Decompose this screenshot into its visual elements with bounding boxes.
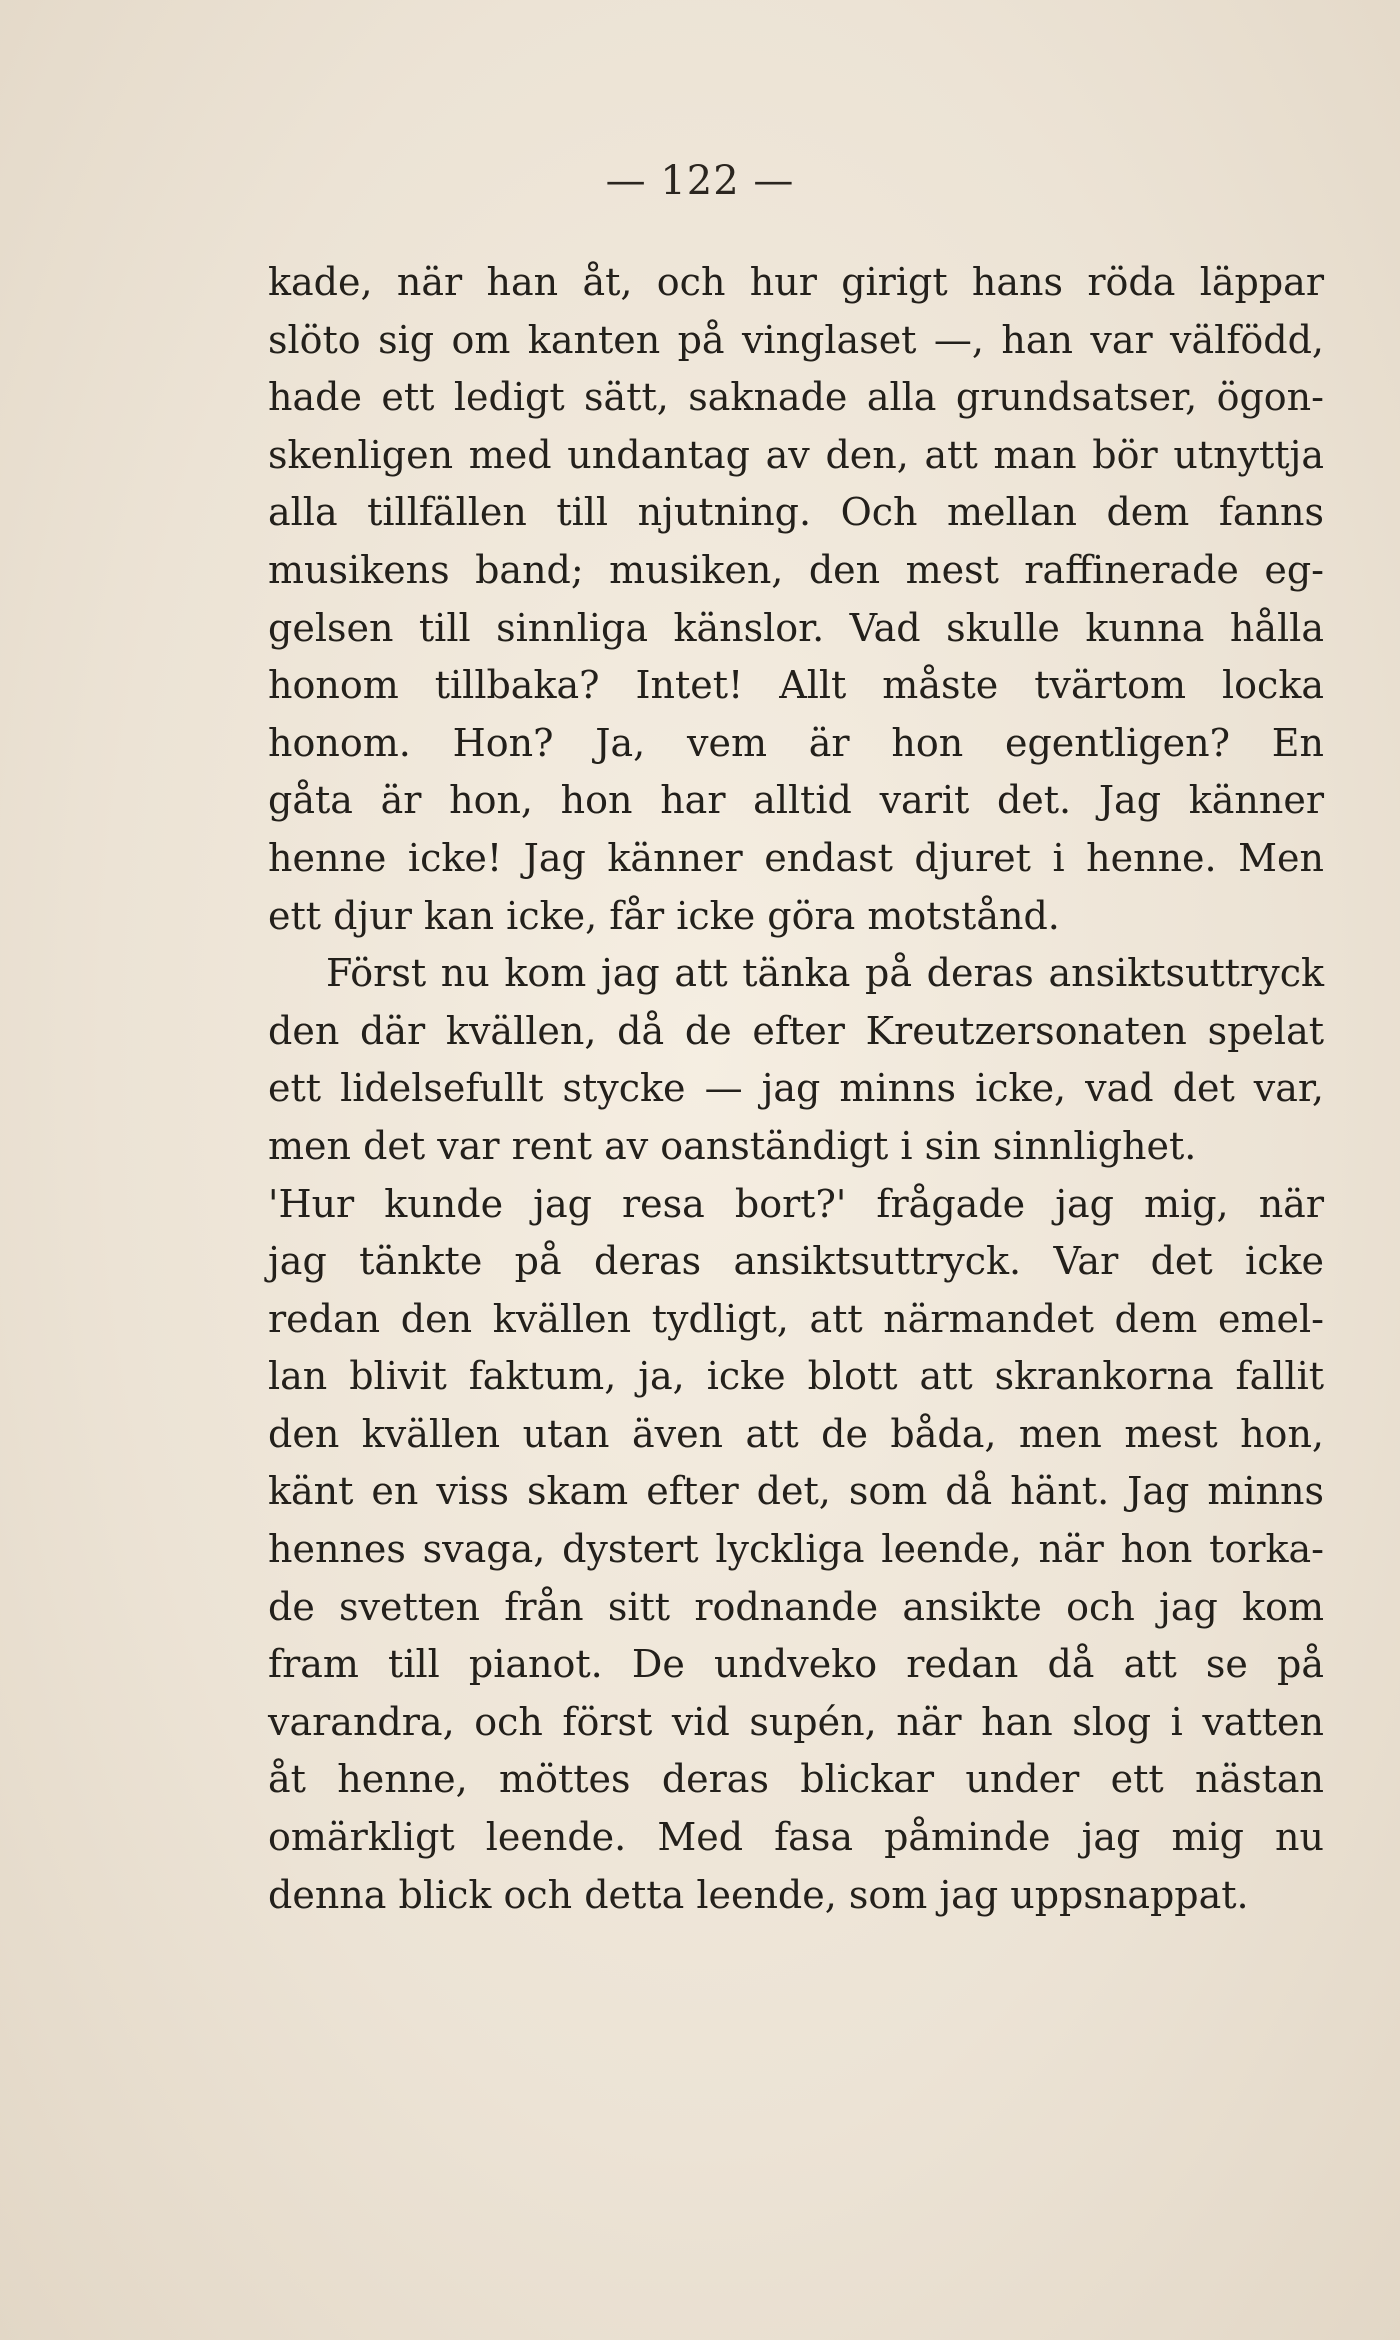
text-line: skenligen med undantag av den, att man bör utnyttja: [268, 432, 1324, 477]
text-line: honom tillbaka? Intet! Allt måste tvärtom locka: [268, 663, 1324, 708]
text-line: redan den kvällen tydligt, att närmandet dem emel-: [268, 1296, 1324, 1341]
text-line: känt en viss skam efter det, som då hänt. Jag minns: [268, 1469, 1324, 1514]
text-line: de svetten från sitt rodnande ansikte och jag kom: [268, 1584, 1324, 1629]
text-line: alla tillfällen till njutning. Och mellan dem fanns: [268, 490, 1324, 535]
page-number: — 122 —: [605, 158, 795, 204]
text-line: gåta är hon, hon har alltid varit det. Jag känner: [268, 778, 1324, 823]
text-line: ett lidelsefullt stycke — jag minns icke, vad det var,: [268, 1066, 1324, 1111]
text-line: Först nu kom jag att tänka på deras ansiktsuttryck: [326, 951, 1324, 996]
text-line: 'Hur kunde jag resa bort?' frågade jag mig, när: [268, 1181, 1324, 1226]
text-line: den kvällen utan även att de båda, men mest hon,: [268, 1411, 1324, 1456]
text-line: fram till pianot. De undveko redan då att se på: [268, 1642, 1324, 1687]
text-line: honom. Hon? Ja, vem är hon egentligen? En: [268, 720, 1324, 765]
text-line: den där kvällen, då de efter Kreutzersonaten spelat: [268, 1008, 1324, 1053]
text-line: musikens band; musiken, den mest raffinerade eg-: [268, 547, 1324, 592]
text-line: gelsen till sinnliga känslor. Vad skulle kunna hålla: [268, 605, 1324, 650]
text-line: lan blivit faktum, ja, icke blott att skrankorna fallit: [268, 1354, 1324, 1399]
text-line: hennes svaga, dystert lyckliga leende, när hon torka-: [268, 1527, 1324, 1572]
text-line: slöto sig om kanten på vinglaset —, han var välfödd,: [268, 317, 1324, 362]
text-line: hade ett ledigt sätt, saknade alla grundsatser, ögon-: [268, 375, 1324, 420]
text-line: omärkligt leende. Med fasa påminde jag mig nu: [268, 1815, 1324, 1860]
text-line: kade, när han åt, och hur girigt hans röda läppar: [268, 260, 1324, 304]
text-line: ett djur kan icke, får icke göra motstånd.: [268, 893, 1060, 938]
text-line: denna blick och detta leende, som jag uppsnappat.: [268, 1872, 1249, 1917]
text-line: men det var rent av oanständigt i sin sinnlighet.: [268, 1123, 1197, 1168]
text-line: varandra, och först vid supén, när han slog i vatten: [268, 1699, 1324, 1744]
text-line: jag tänkte på deras ansiktsuttryck. Var det icke: [268, 1239, 1324, 1284]
text-line: henne icke! Jag känner endast djuret i henne. Men: [268, 835, 1324, 880]
text-line: åt henne, möttes deras blickar under ett nästan: [268, 1757, 1324, 1802]
body-text: [268, 254, 1324, 1924]
